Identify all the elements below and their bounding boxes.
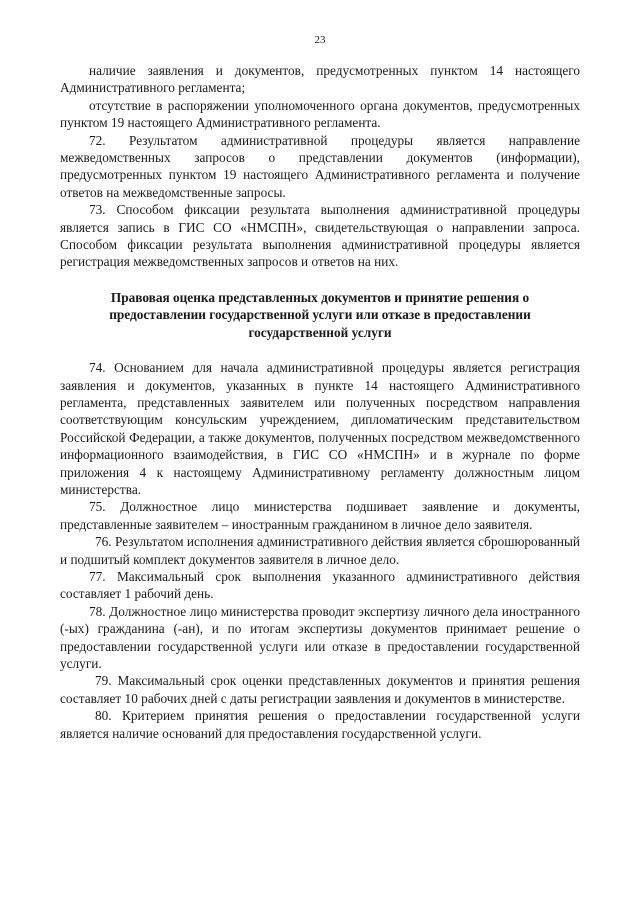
paragraph-78: 78. Должностное лицо министерства проводит экспертизу личного дела иностранного (-ых) гражданина (-ан), и по итогам экспертизы документов принимает решение о предоставлении государственной услуги или отказе в предоставлении государственной услуги.: [60, 603, 580, 671]
paragraph-condition-documents: наличие заявления и документов, предусмотренных пунктом 14 настоящего Административного регламента;: [60, 63, 580, 96]
paragraph-73: 73. Способом фиксации результата выполнения административной процедуры является запись в ГИС СО «НМСПН», свидетельствующая о направлении запроса. Способом фиксации результата выполнения административной процедуры является регистрация межведомственных запросов и ответов на них.: [60, 202, 580, 270]
paragraph-77: 77. Максимальный срок выполнения указанного административного действия составляет 1 рабочий день.: [60, 568, 580, 602]
paragraph-74: 74. Основанием для начала административной процедуры является регистрация заявления и документов, указанных в пункте 14 настоящего Административного регламента, представленных заявителем или полученных посредством направления соответствующим консульским учреждением, дипломатическим представительством Российской Федерации, а также документов, полученных посредством межведомственного информационного взаимодействия, в ГИС СО «НМСПН» и в журнале по форме приложения 4 к настоящему Административному регламенту должностным лицом министерства.: [60, 360, 580, 497]
paragraph-condition-absence: отсутствие в распоряжении уполномоченного органа документов, предусмотренных пунктом 19 настоящего Административного регламента.: [60, 97, 580, 131]
paragraph-76: 76. Результатом исполнения административного действия является сброшюрованный и подшитый комплект документов заявителя в личное дело.: [60, 534, 580, 567]
paragraph-79: 79. Максимальный срок оценки представленных документов и принятия решения составляет 10 рабочих дней с даты регистрации заявления и документов в министерстве.: [60, 673, 580, 706]
paragraph-72: 72. Результатом административной процедуры является направление межведомственных запросов о представлении документов (информации), предусмотренных пунктом 19 настоящего Административного регламента и получение ответов на межведомственные запросы.: [60, 132, 580, 200]
document-body: [60, 62, 580, 742]
paragraph-75: 75. Должностное лицо министерства подшивает заявление и документы, представленные заявителем – иностранным гражданином в личное дело заявителя.: [60, 499, 580, 532]
page-number: 23: [314, 34, 326, 46]
section-heading: Правовая оценка представленных документов и принятие решения о предоставлении государственной услуги или отказе в предоставлении государственной услуги: [109, 289, 531, 340]
paragraph-80: 80. Критерием принятия решения о предоставлении государственной услуги является наличие оснований для предоставления государственной услуги.: [60, 708, 580, 741]
